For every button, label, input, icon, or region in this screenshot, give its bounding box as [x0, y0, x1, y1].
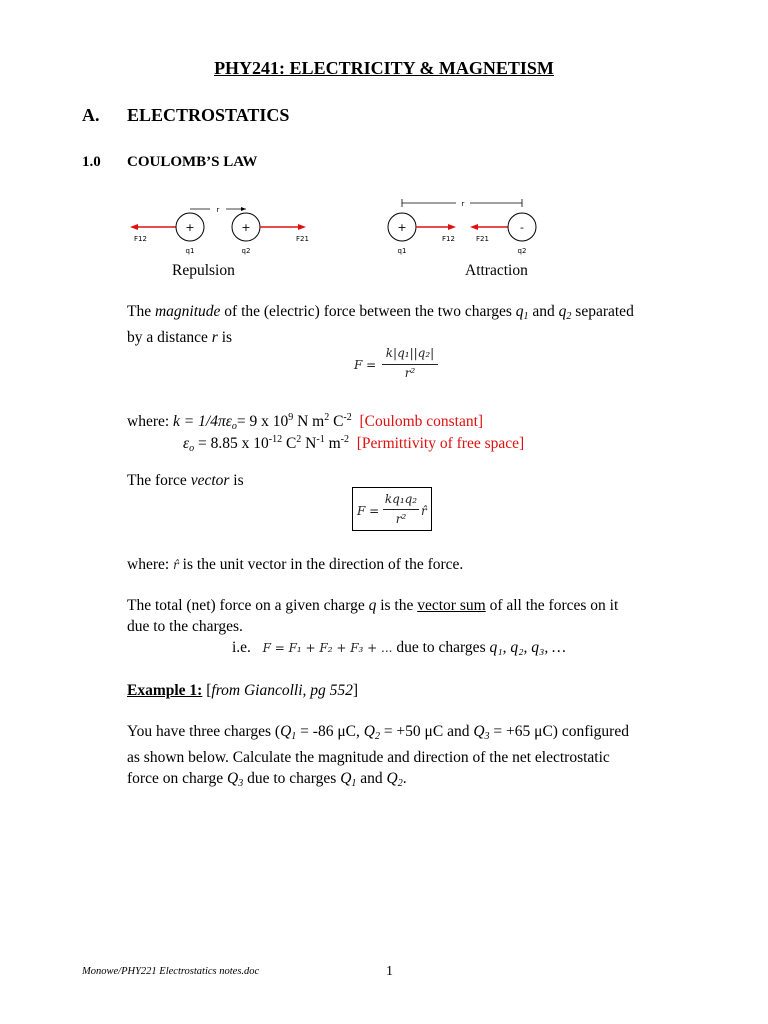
unit-exponent: -2	[340, 434, 349, 445]
attraction-r-label: r	[461, 200, 465, 208]
magnitude-em: magnitude	[154, 303, 221, 320]
Q2-value: = +50 μC and	[379, 723, 474, 740]
repulsion-caption: Repulsion	[172, 262, 235, 279]
formula-numerator: k|q₁||q₂|	[385, 346, 435, 360]
vector-em: vector	[190, 472, 230, 489]
repulsion-diagram	[128, 195, 318, 255]
unit-vector-line	[127, 554, 687, 576]
net-force-paragraph	[127, 595, 712, 637]
example-body	[127, 721, 705, 794]
section-1-label: COULOMB’S LAW	[127, 154, 258, 170]
example-label: Example 1:	[127, 682, 203, 699]
text-fragment: and	[356, 770, 387, 787]
repulsion-q1-label: q1	[185, 247, 195, 255]
repulsion-charge-1-sign: +	[185, 221, 195, 234]
Q2-subscript: 2	[374, 731, 380, 742]
text-fragment: is the unit vector in the direction of the force.	[178, 556, 464, 573]
permittivity-line	[183, 429, 743, 459]
section-1-number: 1.0	[82, 154, 101, 170]
example-line-2: as shown below. Calculate the magnitude and direction of the net electrostatic	[127, 749, 610, 766]
epsilon-exponent: -12	[268, 434, 283, 445]
repulsion-f21-label: F21	[296, 235, 309, 243]
attraction-f12-arrowhead	[448, 224, 456, 230]
text-fragment: The total (net) force on a given charge	[127, 597, 369, 614]
q1-symbol: q	[515, 303, 524, 320]
text-fragment: C	[329, 413, 344, 430]
text-fragment: and	[528, 303, 559, 320]
section-a-heading	[82, 105, 289, 126]
Q3-subscript: 3	[238, 778, 244, 789]
footer-filename: Monowe/PHY221 Electrostatics notes.doc	[82, 966, 260, 977]
text-fragment: The force	[127, 472, 191, 489]
text-fragment: m	[324, 435, 341, 452]
repulsion-q2-label: q2	[241, 247, 251, 255]
repulsion-r-label: r	[216, 206, 220, 214]
repulsion-f12-label: F12	[134, 235, 147, 243]
text-fragment: of all the forces on it	[485, 597, 619, 614]
text-fragment: by a distance	[127, 329, 212, 346]
formula-denominator: r²	[395, 512, 407, 526]
page-title: PHY241: ELECTRICITY & MAGNETISM	[214, 58, 554, 78]
attraction-f21-arrowhead	[470, 224, 478, 230]
q2-symbol: q	[558, 303, 567, 320]
text-fragment: where:	[127, 556, 174, 573]
text-fragment: = 8.85 x 10	[194, 435, 269, 452]
section-a-number: A.	[82, 105, 100, 125]
epsilon-symbol: ε	[183, 435, 190, 452]
repulsion-f12-arrowhead	[130, 224, 138, 230]
attraction-f21-label: F21	[476, 235, 489, 243]
attraction-charge-2-sign: -	[520, 221, 524, 234]
k-exponent: 9	[288, 412, 294, 423]
example-line-1	[127, 721, 705, 747]
formula-fraction-bar	[383, 509, 419, 510]
sum-formula: F = F₁ + F₂ + F₃ + ...	[262, 641, 393, 655]
Q2-symbol: Q	[386, 770, 398, 787]
force-vector-paragraph	[127, 470, 244, 491]
attraction-charge-1-sign: +	[397, 221, 407, 234]
attraction-q1-label: q1	[397, 247, 407, 255]
attraction-diagram	[380, 195, 550, 255]
text-fragment: [	[202, 682, 212, 699]
unit-exponent: -2	[343, 412, 352, 423]
unit-exponent: 2	[324, 412, 330, 423]
attraction-caption: Attraction	[465, 262, 528, 279]
Q3-subscript: 3	[484, 731, 490, 742]
Q2-subscript: 2	[397, 778, 403, 789]
example-source: from Giancolli, pg 552	[211, 682, 353, 699]
ie-label: i.e.	[232, 639, 251, 656]
Q3-symbol: Q	[226, 770, 239, 787]
Q1-symbol: Q	[280, 723, 292, 740]
text-fragment: due to charges	[392, 639, 490, 656]
net-force-sum-line	[232, 637, 652, 659]
q1-subscript: 1	[523, 311, 529, 322]
text-fragment: You have three charges (	[127, 723, 281, 740]
page-number: 1	[386, 964, 393, 979]
text-fragment: is	[229, 472, 244, 489]
Q1-subscript: 1	[291, 731, 297, 742]
q-symbol: q	[368, 597, 377, 614]
unit-exponent: 2	[296, 434, 302, 445]
text-fragment: force on charge	[127, 770, 227, 787]
text-fragment: = 9 x 10	[236, 413, 289, 430]
unit-vector-symbol: r̂	[173, 558, 179, 572]
unit-exponent: -1	[316, 434, 325, 445]
attraction-q2-label: q2	[517, 247, 527, 255]
text-fragment: The	[127, 303, 155, 320]
epsilon-subscript: o	[189, 443, 195, 454]
formula-fraction-bar	[382, 364, 438, 365]
text-fragment: due to the charges.	[127, 618, 243, 635]
text-fragment: of the (electric) force between the two charges	[220, 303, 516, 320]
text-fragment: where:	[127, 413, 174, 430]
charges-list: q₁, q₂, q₃, …	[489, 639, 566, 656]
q2-subscript: 2	[566, 311, 572, 322]
repulsion-r-arrowhead	[241, 207, 246, 211]
Q3-value: = +65 μC) configured	[489, 723, 629, 740]
Q3-symbol: Q	[473, 723, 485, 740]
text-fragment: separated	[571, 303, 634, 320]
magnitude-paragraph	[127, 301, 707, 348]
example-heading	[127, 680, 358, 701]
formula-denominator: r²	[404, 366, 416, 380]
Q1-subscript: 1	[351, 778, 357, 789]
formula-magnitude	[354, 346, 444, 382]
Q2-symbol: Q	[363, 723, 375, 740]
formula-unit-vector: r̂	[421, 504, 427, 518]
text-fragment: C	[282, 435, 297, 452]
text-fragment: ]	[352, 682, 359, 699]
vector-sum-underlined: vector sum	[417, 597, 486, 614]
coulomb-constant-note: [Coulomb constant]	[359, 413, 484, 430]
text-fragment: .	[402, 770, 407, 787]
permittivity-note: [Permittivity of free space]	[356, 435, 525, 452]
formula-vector-box	[352, 487, 432, 531]
formula-lhs: F =	[354, 358, 377, 372]
text-fragment: is	[217, 329, 233, 346]
k-expression: k = 1/4πε	[173, 413, 232, 430]
text-fragment: N m	[293, 413, 325, 430]
text-fragment: is the	[376, 597, 418, 614]
formula-lhs: F =	[357, 504, 380, 518]
repulsion-charge-2-sign: +	[241, 221, 251, 234]
text-fragment: due to charges	[243, 770, 341, 787]
Q1-symbol: Q	[340, 770, 352, 787]
section-1-heading	[82, 154, 257, 171]
section-a-label: ELECTROSTATICS	[127, 105, 290, 125]
repulsion-f21-arrowhead	[298, 224, 306, 230]
text-fragment: N	[301, 435, 317, 452]
attraction-f12-label: F12	[442, 235, 455, 243]
Q1-value: = -86 μC,	[296, 723, 364, 740]
example-line-3	[127, 768, 705, 794]
formula-numerator: kq₁q₂	[384, 492, 418, 506]
k-subscript: o	[231, 421, 237, 432]
r-symbol: r	[211, 329, 218, 346]
